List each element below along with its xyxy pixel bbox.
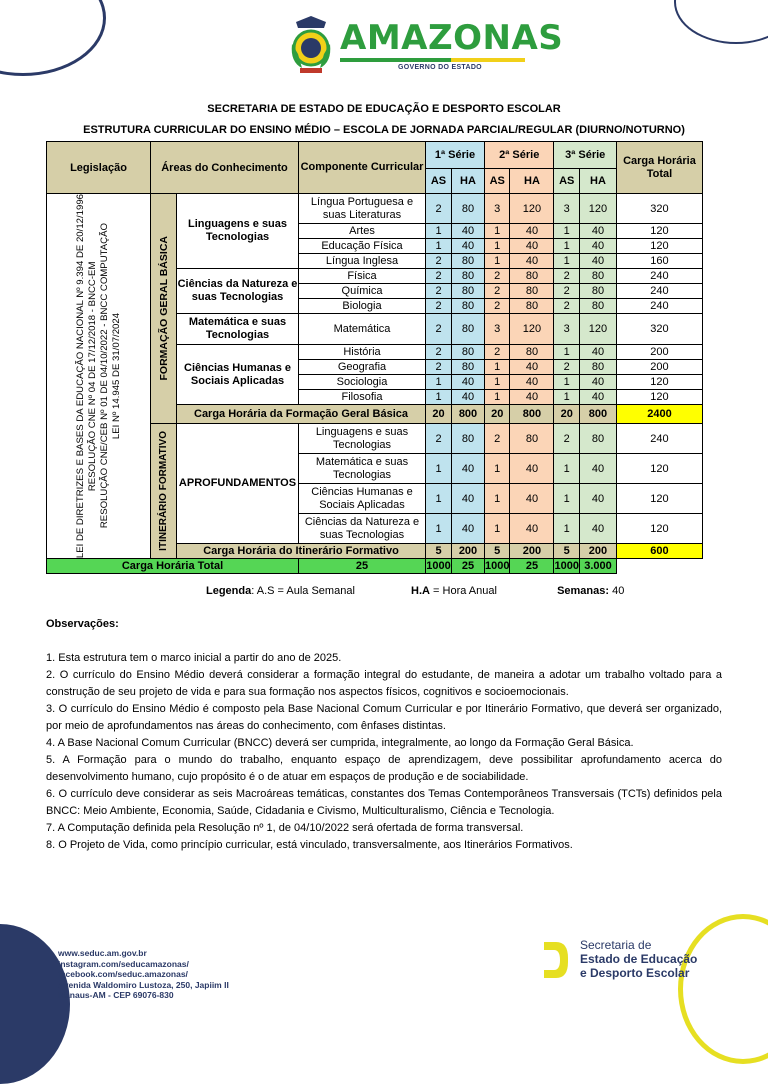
- componente-cell: Língua Portuguesa e suas Literaturas: [299, 194, 426, 224]
- if-label-cell: [151, 424, 177, 559]
- header-serie-2: 2ª Série: [485, 142, 554, 169]
- coat-of-arms-icon: [288, 14, 334, 76]
- legend-weeks-label: Semanas:: [557, 585, 610, 597]
- ha3-cell: 80: [579, 284, 616, 299]
- ha3-cell: 1000: [554, 560, 579, 573]
- as2-cell: 1: [485, 454, 510, 484]
- as1-cell: 25: [299, 559, 426, 574]
- observation-item: 2. O currículo do Ensino Médio deverá considerar a formação integral do estudante, de maneira a adotar um trabalho voltado para a construção de seu projeto de vida e para sua formação nos aspectos físicos, cognitivos e socioemocionais.: [46, 669, 722, 698]
- as1-cell: 2: [426, 194, 452, 224]
- componente-cell: Geografia: [299, 360, 426, 375]
- header-as-3: AS: [554, 169, 579, 194]
- observation-item: 7. A Computação definida pela Resolução nº 1, de 04/10/2022 será ofertada de forma transversal.: [46, 822, 524, 834]
- ha1-cell: 80: [452, 314, 485, 345]
- seduc-logo-line3: e Desporto Escolar: [580, 966, 690, 980]
- total-cell: 200: [616, 345, 702, 360]
- as1-cell: 1: [426, 484, 452, 514]
- as1-cell: 1: [426, 375, 452, 390]
- facebook-link[interactable]: facebook.com/seduc.amazonas/: [58, 969, 188, 979]
- ha2-cell: 120: [510, 194, 554, 224]
- as3-cell: 1: [554, 254, 579, 269]
- header-ha-2: HA: [510, 169, 554, 194]
- observation-item: 8. O Projeto de Vida, como princípio curricular, está vinculado, transversalmente, aos Itinerários Formativos.: [46, 839, 573, 851]
- ha3-cell: 120: [579, 194, 616, 224]
- total-cell: 120: [616, 390, 702, 405]
- as2-cell: 3: [485, 314, 510, 345]
- as2-cell: 1: [485, 360, 510, 375]
- ha3-cell: 40: [579, 390, 616, 405]
- ha2-cell: 40: [510, 454, 554, 484]
- observations-title: Observações:: [46, 618, 119, 630]
- ha1-cell: 80: [452, 284, 485, 299]
- area-matematica: Matemática e suas Tecnologias: [177, 314, 299, 345]
- legislacao-cell: [47, 194, 151, 559]
- if-total-label: Carga Horária do Itinerário Formativo: [177, 544, 426, 559]
- ha1-cell: 800: [452, 405, 485, 424]
- ha2-cell: 80: [510, 424, 554, 454]
- total-cell: 200: [616, 360, 702, 375]
- amazonas-logo: [288, 14, 563, 76]
- fgb-total-value: 2400: [616, 405, 702, 424]
- instagram-link[interactable]: instagram.com/seducamazonas/: [58, 958, 189, 969]
- observations: [46, 616, 722, 854]
- legislacao-line: RESOLUÇÃO CNE Nº 04 DE 17/12/2018 - BNCC-EM: [86, 261, 98, 491]
- legislacao-line: LEI Nº 14.945 DE 31/07/2024: [110, 312, 122, 440]
- ha2-cell: 80: [510, 299, 554, 314]
- as3-cell: 2: [554, 299, 579, 314]
- legend-ha: = Hora Anual: [429, 585, 497, 597]
- as3-cell: 20: [554, 405, 579, 424]
- total-cell: 240: [616, 299, 702, 314]
- componente-cell: Linguagens e suas Tecnologias: [299, 424, 426, 454]
- seduc-logo-line2: Estado de Educação: [580, 952, 698, 966]
- as1-cell: 2: [426, 269, 452, 284]
- curriculum-table: [46, 141, 703, 574]
- as3-cell: 1: [554, 514, 579, 544]
- componente-cell: Química: [299, 284, 426, 299]
- ha3-cell: 40: [579, 514, 616, 544]
- ha2-cell: 40: [510, 375, 554, 390]
- area-aprofundamentos: APROFUNDAMENTOS: [177, 424, 299, 544]
- if-label: ITINERÁRIO FORMATIVO: [158, 431, 169, 551]
- ha3-cell: 40: [579, 345, 616, 360]
- seduc-logo-line1: Secretaria de: [580, 938, 652, 952]
- observation-item: 3. O currículo do Ensino Médio é composto pela Base Nacional Comum Curricular e por Itinerário Formativo, que deverá ser organizado, por meio de aprofundamentos nas áreas do conhecimento, com ênfases distintas.: [46, 703, 722, 732]
- seduc-logo: [540, 938, 697, 982]
- componente-cell: Filosofia: [299, 390, 426, 405]
- ha2-cell: 120: [510, 314, 554, 345]
- total-cell: 120: [616, 514, 702, 544]
- componente-cell: Educação Física: [299, 239, 426, 254]
- componente-cell: Ciências da Natureza e suas Tecnologias: [299, 514, 426, 544]
- as2-cell: 1: [485, 484, 510, 514]
- as1-cell: 2: [426, 299, 452, 314]
- fgb-total-label: Carga Horária da Formação Geral Básica: [177, 405, 426, 424]
- as2-cell: 1: [485, 390, 510, 405]
- ha1-cell: 40: [452, 375, 485, 390]
- website-link[interactable]: www.seduc.am.gov.br: [58, 948, 147, 958]
- document-title: SECRETARIA DE ESTADO DE EDUCAÇÃO E DESPORTO ESCOLAR: [207, 103, 561, 115]
- ha2-cell: 40: [510, 390, 554, 405]
- seduc-mark-icon: [540, 938, 570, 982]
- address-line: Avenida Waldomiro Lustoza, 250, Japiim II: [58, 979, 229, 990]
- fgb-label-cell: [151, 194, 177, 424]
- header-ha-1: HA: [452, 169, 485, 194]
- ha1-cell: 40: [452, 454, 485, 484]
- as3-cell: 2: [554, 269, 579, 284]
- as1-cell: 1: [426, 224, 452, 239]
- as1-cell: 1: [426, 514, 452, 544]
- brand-subtitle: GOVERNO DO ESTADO: [398, 63, 482, 71]
- ha3-cell: 40: [579, 239, 616, 254]
- legislacao-line: RESOLUÇÃO CNE/CEB Nº 01 DE 04/10/2022 - BNCC COMPUTAÇÃO: [98, 223, 110, 529]
- if-total-value: 600: [616, 544, 702, 559]
- ha2-cell: 80: [510, 284, 554, 299]
- as3-cell: 1: [554, 345, 579, 360]
- as1-cell: 2: [426, 254, 452, 269]
- total-cell: 120: [616, 375, 702, 390]
- as2-cell: 2: [485, 345, 510, 360]
- ha1-cell: 40: [452, 484, 485, 514]
- cep-line: Manaus-AM - CEP 69076-830: [58, 990, 174, 1000]
- header-carga-total: Carga Horária Total: [616, 142, 702, 194]
- observation-item: 4. A Base Nacional Comum Curricular (BNCC) deverá ser cumprida, integralmente, ao longo da Formação Geral Básica.: [46, 737, 634, 749]
- ha1-cell: 80: [452, 299, 485, 314]
- observation-item: 6. O currículo deve considerar as seis Macroáreas temáticas, constantes dos Temas Contemporâneos Transversais (TCTs) definidos pela BNCC: Meio Ambiente, Economia, Saúde, Cidadania e Civismo, Multiculturalismo, Ciência e Tecnologia.: [46, 788, 722, 817]
- componente-cell: Ciências Humanas e Sociais Aplicadas: [299, 484, 426, 514]
- total-cell: 240: [616, 424, 702, 454]
- as1-cell: 2: [426, 360, 452, 375]
- componente-cell: Língua Inglesa: [299, 254, 426, 269]
- document-subtitle: ESTRUTURA CURRICULAR DO ENSINO MÉDIO – ESCOLA DE JORNADA PARCIAL/REGULAR (DIURNO/NOTURNO): [83, 124, 685, 136]
- as3-cell: 2: [554, 360, 579, 375]
- ha2-cell: 40: [510, 360, 554, 375]
- header-componente: Componente Curricular: [299, 142, 426, 194]
- componente-cell: Biologia: [299, 299, 426, 314]
- ha2-cell: 40: [510, 484, 554, 514]
- area-natureza: Ciências da Natureza e suas Tecnologias: [177, 269, 299, 314]
- componente-cell: Artes: [299, 224, 426, 239]
- header-legislacao: Legislação: [47, 142, 151, 194]
- ha3-cell: 800: [579, 405, 616, 424]
- ha3-cell: 40: [579, 484, 616, 514]
- as3-cell: 5: [554, 544, 579, 559]
- ha3-cell: 40: [579, 375, 616, 390]
- as2-cell: 1: [485, 254, 510, 269]
- ha3-cell: 40: [579, 224, 616, 239]
- ha2-cell: 80: [510, 345, 554, 360]
- ha3-cell: 80: [579, 360, 616, 375]
- observation-item: 5. A Formação para o mundo do trabalho, enquanto espaço de aprendizagem, deve possibilitar aprofundamento acerca do desenvolvimento humano, cujo propósito é o de atuar em espaços de produção e de sociabilidade.: [46, 754, 722, 783]
- ha3-cell: 80: [579, 269, 616, 284]
- ha1-cell: 1000: [426, 560, 451, 573]
- ha1-cell: 40: [452, 514, 485, 544]
- decorative-curve-bottom-right: [678, 914, 768, 1064]
- total-cell: 120: [616, 454, 702, 484]
- legend-as: : A.S = Aula Semanal: [251, 585, 355, 597]
- legend: [206, 585, 624, 597]
- as3-cell: 1: [554, 224, 579, 239]
- ha1-cell: 80: [452, 360, 485, 375]
- as1-cell: 1: [426, 239, 452, 254]
- ha2-cell: 1000: [485, 560, 510, 573]
- ha2-cell: 40: [510, 224, 554, 239]
- componente-cell: Física: [299, 269, 426, 284]
- total-cell: 120: [616, 484, 702, 514]
- header-serie-1: 1ª Série: [426, 142, 485, 169]
- as1-cell: 1: [426, 454, 452, 484]
- ha2-cell: 40: [510, 254, 554, 269]
- as3-cell: 3: [554, 314, 579, 345]
- ha2-cell: 40: [510, 239, 554, 254]
- decorative-curve-top-right: [674, 0, 768, 44]
- header-ha-3: HA: [579, 169, 616, 194]
- componente-cell: Matemática: [299, 314, 426, 345]
- ha3-cell: 200: [579, 544, 616, 559]
- legend-label: Legenda: [206, 585, 252, 597]
- as2-cell: 1: [485, 514, 510, 544]
- ha1-cell: 200: [452, 544, 485, 559]
- as1-cell: 1: [426, 390, 452, 405]
- observation-item: 1. Esta estrutura tem o marco inicial a partir do ano de 2025.: [46, 652, 342, 664]
- componente-cell: História: [299, 345, 426, 360]
- componente-cell: Matemática e suas Tecnologias: [299, 454, 426, 484]
- area-humanas: Ciências Humanas e Sociais Aplicadas: [177, 345, 299, 405]
- as1-cell: 2: [426, 314, 452, 345]
- total-cell: 120: [616, 239, 702, 254]
- as2-cell: 1: [485, 239, 510, 254]
- as3-cell: 1: [554, 484, 579, 514]
- total-cell: 160: [616, 254, 702, 269]
- as3-cell: 3: [554, 194, 579, 224]
- as1-cell: 20: [426, 405, 452, 424]
- total-cell: 320: [616, 194, 702, 224]
- legend-ha-label: H.A: [411, 585, 430, 597]
- ha1-cell: 80: [452, 254, 485, 269]
- as3-cell: 1: [554, 239, 579, 254]
- as2-cell: 2: [485, 299, 510, 314]
- as2-cell: 2: [485, 424, 510, 454]
- ha2-cell: 800: [510, 405, 554, 424]
- as2-cell: 1: [485, 224, 510, 239]
- legend-weeks: 40: [609, 585, 625, 597]
- table-row: [47, 194, 703, 224]
- ha3-cell: 80: [579, 299, 616, 314]
- total-cell: 240: [616, 284, 702, 299]
- ha2-cell: 80: [510, 269, 554, 284]
- as2-cell: 1: [485, 375, 510, 390]
- ha1-cell: 80: [452, 345, 485, 360]
- as1-cell: 5: [426, 544, 452, 559]
- grand-total-label: Carga Horária Total: [47, 559, 299, 574]
- as1-cell: 2: [426, 345, 452, 360]
- grand-total-row: [47, 559, 703, 574]
- ha1-cell: 80: [452, 269, 485, 284]
- as3-cell: 1: [554, 375, 579, 390]
- area-linguagens: Linguagens e suas Tecnologias: [177, 194, 299, 269]
- legislacao-line: LEI DE DIRETRIZES E BASES DA EDUCAÇÃO NACIONAL Nº 9.394 DE 20/12/1996: [74, 194, 86, 559]
- total-cell: 320: [616, 314, 702, 345]
- ha1-cell: 80: [452, 424, 485, 454]
- as2-cell: 3: [485, 194, 510, 224]
- header-areas: Áreas do Conhecimento: [151, 142, 299, 194]
- header-as-1: AS: [426, 169, 452, 194]
- ha1-cell: 40: [452, 239, 485, 254]
- ha3-cell: 80: [579, 424, 616, 454]
- fgb-label: FORMAÇÃO GERAL BÁSICA: [157, 236, 170, 381]
- as3-cell: 1: [554, 454, 579, 484]
- total-cell: 240: [616, 269, 702, 284]
- ha2-cell: 200: [510, 544, 554, 559]
- as2-cell: 20: [485, 405, 510, 424]
- grand-total-value: 3.000: [579, 559, 616, 574]
- ha1-cell: 40: [452, 224, 485, 239]
- header-as-2: AS: [485, 169, 510, 194]
- as2-cell: 5: [485, 544, 510, 559]
- brand-color-bar: [340, 58, 525, 62]
- header-serie-3: 3ª Série: [554, 142, 616, 169]
- footer-contacts: [58, 948, 229, 1001]
- ha2-cell: 40: [510, 514, 554, 544]
- as1-cell: 2: [426, 284, 452, 299]
- ha3-cell: 120: [579, 314, 616, 345]
- decorative-curve-top-left: [0, 0, 106, 76]
- as3-cell: 1: [554, 390, 579, 405]
- as2-cell: 2: [485, 284, 510, 299]
- as2-cell: 25: [452, 559, 485, 574]
- as3-cell: 2: [554, 284, 579, 299]
- ha3-cell: 40: [579, 254, 616, 269]
- brand-name: AMAZONAS: [340, 17, 564, 58]
- ha1-cell: 40: [452, 390, 485, 405]
- total-cell: 120: [616, 224, 702, 239]
- as3-cell: 2: [554, 424, 579, 454]
- as3-cell: 25: [510, 559, 554, 574]
- as2-cell: 2: [485, 269, 510, 284]
- as1-cell: 2: [426, 424, 452, 454]
- componente-cell: Sociologia: [299, 375, 426, 390]
- ha1-cell: 80: [452, 194, 485, 224]
- ha3-cell: 40: [579, 454, 616, 484]
